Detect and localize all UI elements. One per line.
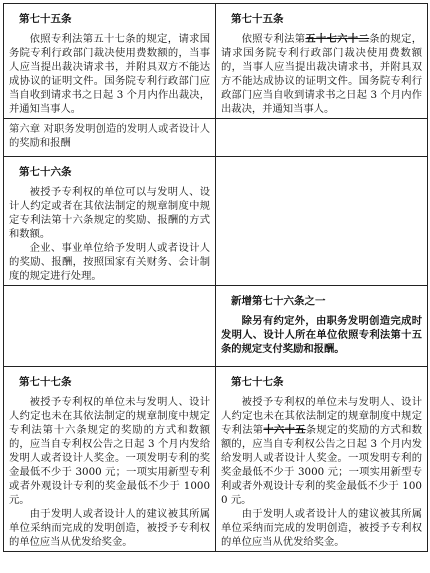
text-run: 条的规定，请求国务院专利行政部门裁决使用费数额的，当事人应当提出裁决请求书，并附具双方不能达成协议的证明文件。国务院专利行政部门应当自收到请求书之日起 3 个月内作出裁决，并通知当事人。 [221, 33, 423, 115]
original-article-77-cell [4, 367, 216, 552]
text-run: 被授予专利权的单位未与发明人、设计人约定也未在其依法制定的规章制度中规定专利法第 [221, 396, 422, 436]
chapter-heading-cell [4, 119, 216, 157]
article-title: 第七十五条 [231, 13, 284, 25]
original-article-75-cell [4, 4, 216, 119]
article-title: 新增第七十六条之一 [231, 295, 326, 307]
chapter-heading: 第六章 对职务发明创造的发明人或者设计人的奖励和报酬 [9, 123, 210, 149]
struck-revision-text: 十六十五 [263, 424, 306, 436]
revised-article-75-cell [216, 4, 428, 119]
article-paragraph: 被授予专利权的单位未与发明人、设计人约定也未在其依法制定的规章制度中规定专利法第十六条规定的奖励的方式和数额的，应当自专利权公告之日起 3 个月内发给发明人或者设计人奖金。一项发明专利的奖金最低不少于 3000 元；一项实用新型专利或者外观设计专利的奖金最低不少于 1000 元。 [9, 396, 210, 506]
article-title: 第七十五条 [19, 13, 72, 25]
new-article-76-1-cell [216, 286, 428, 367]
table-row [4, 119, 428, 157]
revised-article-77-cell [216, 367, 428, 552]
article-title: 第七十七条 [19, 376, 72, 388]
empty-cell [216, 157, 428, 286]
table-row [4, 286, 428, 367]
empty-cell [216, 119, 428, 157]
article-paragraph: 被授予专利权的单位可以与发明人、设计人约定或者在其依法制定的规章制度中规定专利法第十六条规定的奖励、报酬的方式和数额。 [9, 186, 210, 240]
table-row [4, 367, 428, 552]
article-paragraph [221, 395, 422, 507]
article-paragraph: 由于发明人或者设计人的建议被其所属单位采纳而完成的发明创造，被授予专利权的单位应当从优发给奖金。 [9, 508, 210, 548]
original-article-76-cell [4, 157, 216, 286]
empty-cell [4, 286, 216, 367]
article-paragraph: 企业、事业单位给予发明人或者设计人的奖励、报酬，按照国家有关财务、会计制度的规定进行处理。 [9, 242, 210, 282]
text-run: 条规定的奖励的方式和数额的，应当自专利权公告之日起 3 个月内发给发明人或者设计人奖金。一项发明专利的奖金最低不少于 3000 元；一项实用新型专利或者外观设计专利的奖金最低不少于 1000 元。 [221, 424, 423, 506]
article-paragraph: 依照专利法第五十七条的规定，请求国务院专利行政部门裁决使用费数额的，当事人应当提出裁决请求书，并附具双方不能达成协议的证明文件。国务院专利行政部门应当自收到请求书之日起 3 个月内作出裁决，并通知当事人。 [9, 33, 210, 115]
article-paragraph: 由于发明人或者设计人的建议被其所属单位采纳而完成的发明创造，被授予专利权的单位应当从优发给奖金。 [221, 508, 422, 548]
article-title: 第七十七条 [231, 376, 284, 388]
table-row [4, 157, 428, 286]
article-title: 第七十六条 [19, 166, 72, 178]
struck-revision-text: 五十七六十二 [305, 33, 370, 45]
table-row [4, 4, 428, 119]
article-paragraph: 除另有约定外，由职务发明创造完成时发明人、设计人所在单位依照专利法第十五条的规定支付奖励和报酬。 [221, 315, 422, 355]
text-run: 依照专利法第 [241, 33, 306, 45]
article-paragraph [221, 32, 422, 116]
regulation-comparison-table [3, 3, 428, 552]
